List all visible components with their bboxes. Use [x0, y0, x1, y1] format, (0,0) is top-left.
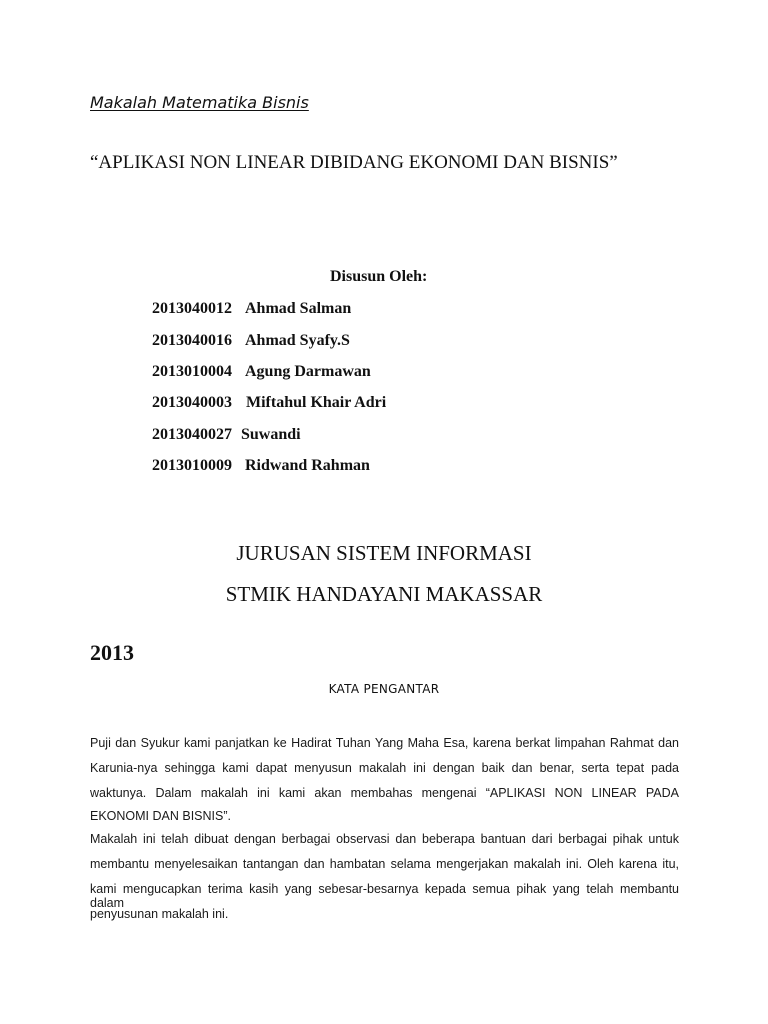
department-name: JURUSAN SISTEM INFORMASI	[236, 541, 532, 565]
author-row	[152, 457, 370, 475]
author-nim: 2013040016	[152, 332, 232, 349]
author-row	[152, 332, 350, 350]
author-name: Ahmad Salman	[245, 300, 352, 317]
paragraph-line: kami mengucapkan terima kasih yang sebesar-besarnya kepada semua pihak yang telah membantu dalam	[90, 882, 679, 910]
paragraph-line: Makalah ini telah dibuat dengan berbagai observasi dan beberapa bantuan dari berbagai pihak untuk	[90, 832, 679, 846]
authors-heading: Disusun Oleh:	[330, 268, 428, 285]
paragraph-line: Karunia-nya sehingga kami dapat menyusun makalah ini dengan baik dan benar, serta tepat pada	[90, 761, 679, 775]
author-row	[152, 300, 351, 318]
author-nim: 2013040012	[152, 300, 232, 317]
paragraph-line: membantu menyelesaikan tantangan dan hambatan selama mengerjakan makalah ini. Oleh karena itu,	[90, 857, 679, 871]
author-nim: 2013040003	[152, 394, 232, 411]
document-label: Makalah Matematika Bisnis	[90, 93, 309, 112]
author-name: Miftahul Khair Adri	[246, 394, 387, 411]
author-nim: 2013010004	[152, 363, 232, 380]
author-name: Agung Darmawan	[245, 363, 371, 380]
author-name: Suwandi	[241, 426, 301, 443]
author-nim: 2013040027	[152, 426, 232, 443]
author-row	[152, 363, 371, 381]
paragraph-line: Puji dan Syukur kami panjatkan ke Hadirat Tuhan Yang Maha Esa, karena berkat limpahan Rahmat dan	[90, 736, 679, 750]
institution-name: STMIK HANDAYANI MAKASSAR	[225, 582, 543, 606]
document-title: “APLIKASI NON LINEAR DIBIDANG EKONOMI DAN BISNIS”	[90, 152, 618, 173]
section-heading: KATA PENGANTAR	[328, 682, 440, 696]
paragraph-line: penyusunan makalah ini.	[90, 907, 229, 921]
author-name: Ahmad Syafy.S	[245, 332, 350, 349]
author-name: Ridwand Rahman	[245, 457, 370, 474]
author-nim: 2013010009	[152, 457, 232, 474]
document-year: 2013	[90, 640, 134, 665]
paragraph-line: waktunya. Dalam makalah ini kami akan membahas mengenai “APLIKASI NON LINEAR PADA	[90, 786, 679, 800]
paragraph-line: EKONOMI DAN BISNIS”.	[90, 809, 231, 823]
author-row	[152, 426, 301, 444]
author-row	[152, 394, 386, 412]
